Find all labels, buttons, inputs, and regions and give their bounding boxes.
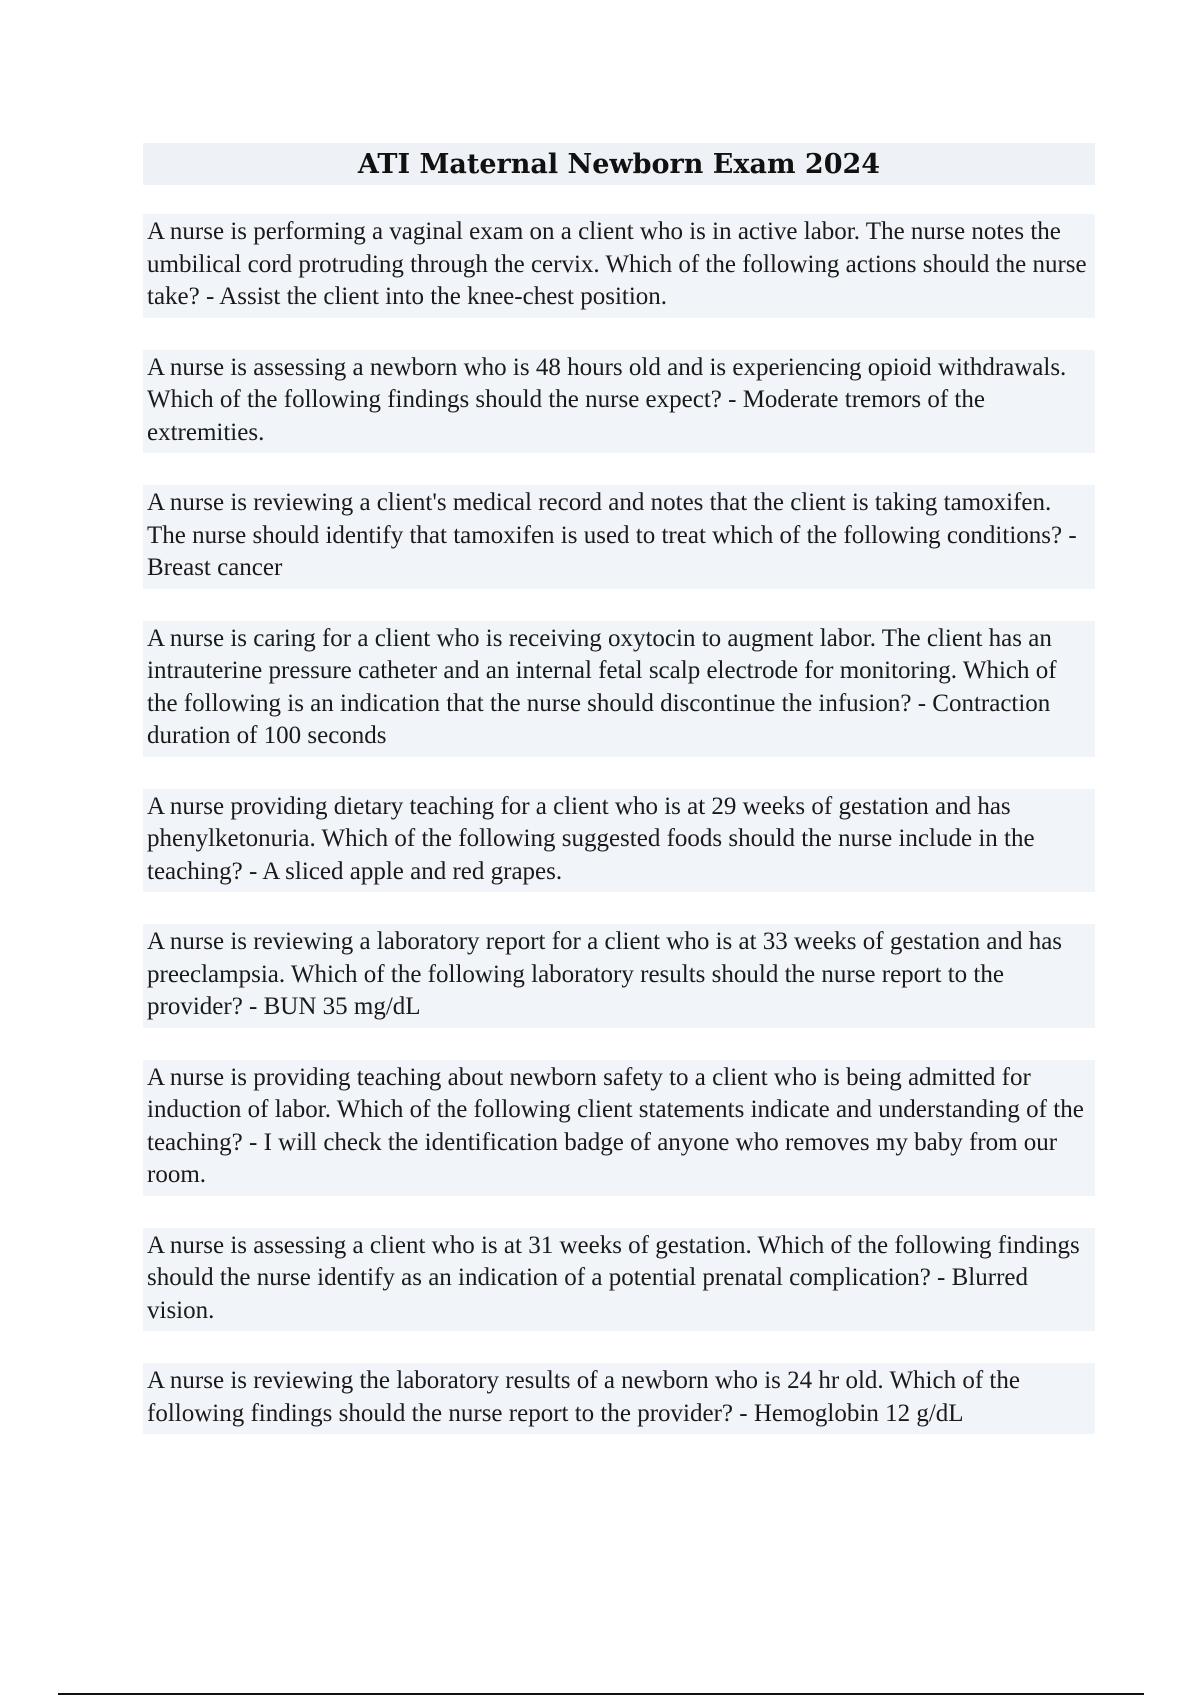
answer-text: Blurred vision. — [147, 1264, 1028, 1324]
qa-separator: - — [199, 283, 220, 310]
answer-text: Breast cancer — [147, 554, 283, 581]
qa-separator: - — [242, 993, 264, 1020]
qa-item — [143, 1060, 1095, 1196]
question-text: A nurse is performing a vaginal exam on a client who is in active labor. The nurse notes the umbilical cord protruding through the cervix. Which of the following actions should the nurse take? — [147, 218, 1087, 310]
question-text: A nurse is reviewing a client's medical record and notes that the client is taking tamoxifen. The nurse should identify that tamoxifen is used to treat which of the following conditions? — [147, 489, 1063, 549]
answer-text: BUN 35 mg/dL — [263, 993, 421, 1020]
page-title: ATI Maternal Newborn Exam 2024 — [357, 148, 881, 180]
answer-text: Moderate tremors of the extremities. — [147, 386, 985, 446]
qa-item — [143, 214, 1095, 318]
qa-item — [143, 789, 1095, 893]
answer-text: I will check the identification badge of anyone who removes my baby from our room. — [147, 1128, 1058, 1188]
question-text: A nurse providing dietary teaching for a client who is at 29 weeks of gestation and has phenylketonuria. Which of the following suggested foods should the nurse include in the teaching? — [147, 792, 1035, 885]
qa-item — [143, 621, 1095, 757]
question-text: A nurse is assessing a newborn who is 48 hours old and is experiencing opioid withdrawals. Which of the following findings should the nurse expect? — [147, 353, 1067, 413]
footer-rule — [58, 1693, 1144, 1695]
qa-separator: - — [721, 386, 743, 413]
qa-list — [143, 214, 1095, 1466]
qa-separator: - — [911, 689, 933, 717]
answer-text: A sliced apple and red grapes. — [262, 857, 563, 885]
qa-item — [143, 1363, 1095, 1434]
qa-separator: - — [242, 857, 263, 885]
title-bar — [143, 143, 1095, 185]
question-text: A nurse is reviewing the laboratory results of a newborn who is 24 hr old. Which of the following findings should the nurse report to the provider? — [147, 1367, 1020, 1427]
qa-separator: - — [242, 1128, 264, 1156]
answer-text: Hemoglobin 12 g/dL — [753, 1399, 964, 1427]
qa-item — [143, 485, 1095, 589]
answer-text: Contraction duration of 100 seconds — [147, 689, 1051, 749]
question-text: A nurse is providing teaching about newborn safety to a client who is being admitted for induction of labor. Which of the following client statements indicate and understanding of the teaching? — [147, 1063, 1084, 1156]
qa-separator: - — [733, 1399, 754, 1427]
question-text: A nurse is caring for a client who is receiving oxytocin to augment labor. The client has an intrauterine pressure catheter and an internal fetal scalp electrode for monitoring. Which of the following is an indication that the nurse should discontinue the infusion? — [147, 624, 1057, 717]
qa-item — [143, 1228, 1095, 1332]
qa-separator: - — [1062, 521, 1077, 549]
question-text: A nurse is reviewing a laboratory report for a client who is at 33 weeks of gestation and has preeclampsia. Which of the following laboratory results should the nurse report to the provider? — [147, 928, 1063, 1020]
answer-text: Assist the client into the knee-chest position. — [219, 283, 668, 310]
qa-separator: - — [930, 1264, 952, 1291]
question-text: A nurse is assessing a client who is at 31 weeks of gestation. Which of the following findings should the nurse identify as an indication of a potential prenatal complication? — [147, 1231, 1080, 1291]
qa-item — [143, 350, 1095, 454]
qa-item — [143, 924, 1095, 1028]
